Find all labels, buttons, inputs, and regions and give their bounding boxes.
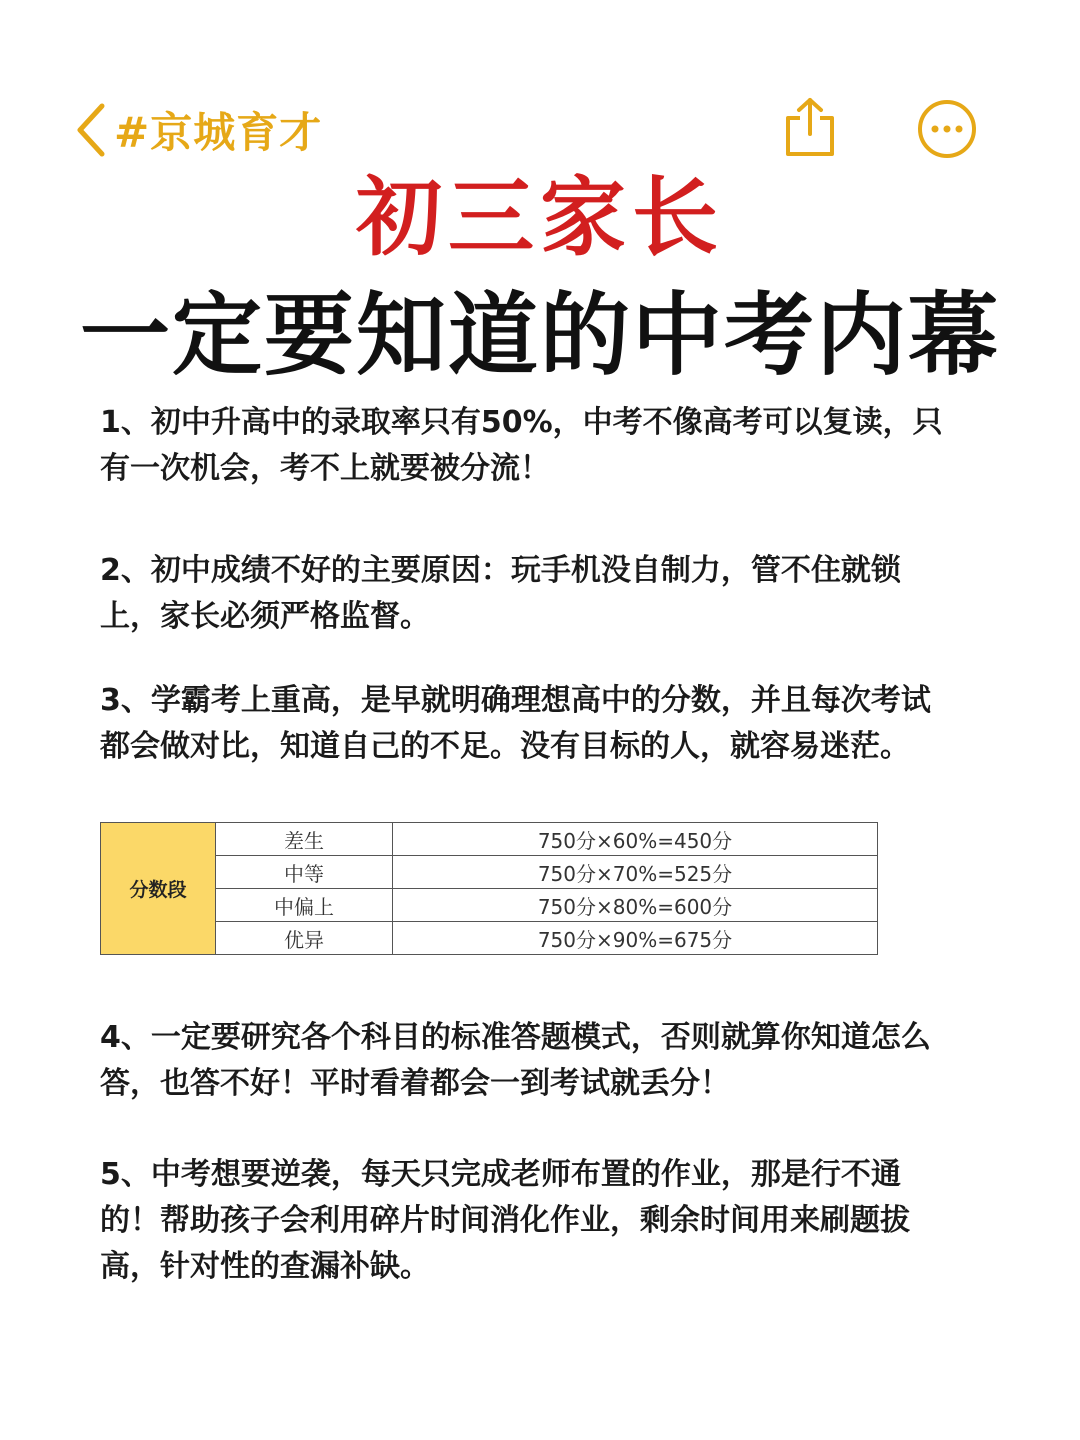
- level-cell: 优异: [216, 922, 393, 955]
- title-line-2: 一定要知道的中考内幕: [80, 283, 1000, 388]
- level-cell: 中等: [216, 856, 393, 889]
- paragraph-5: 5、中考想要逆袭，每天只完成老师布置的作业，那是行不通的！帮助孩子会利用碎片时间消化作业，剩余时间用来刷题拔高，针对性的查漏补缺。: [100, 1157, 910, 1284]
- paragraph-1: 1、初中升高中的录取率只有50%，中考不像高考可以复读，只有一次机会，考不上就要被分流！: [100, 405, 943, 486]
- table-row: [101, 889, 878, 922]
- score-table: [100, 822, 878, 955]
- paragraph-2: 2、初中成绩不好的主要原因：玩手机没自制力，管不住就锁上，家长必须严格监督。: [100, 553, 901, 634]
- level-cell: 差生: [216, 823, 393, 856]
- top-bar: [0, 0, 1080, 170]
- table-row: [101, 856, 878, 889]
- hashtag-link[interactable]: #京城育才: [114, 108, 323, 157]
- formula-cell: 750分×60%=450分: [393, 823, 878, 856]
- paragraph-4: 4、一定要研究各个科目的标准答题模式，否则就算你知道怎么答，也答不好！平时看着都会一到考试就丢分！: [100, 1020, 931, 1101]
- title-line-1: 初三家长: [356, 168, 724, 268]
- table-header-cell: 分数段: [101, 823, 216, 955]
- formula-cell: 750分×80%=600分: [393, 889, 878, 922]
- table-row: [101, 922, 878, 955]
- level-cell: 中偏上: [216, 889, 393, 922]
- formula-cell: 750分×70%=525分: [393, 856, 878, 889]
- table-row: [101, 823, 878, 856]
- paragraph-3: 3、学霸考上重高，是早就明确理想高中的分数，并且每次考试都会做对比，知道自己的不足。没有目标的人，就容易迷茫。: [100, 683, 931, 764]
- formula-cell: 750分×90%=675分: [393, 922, 878, 955]
